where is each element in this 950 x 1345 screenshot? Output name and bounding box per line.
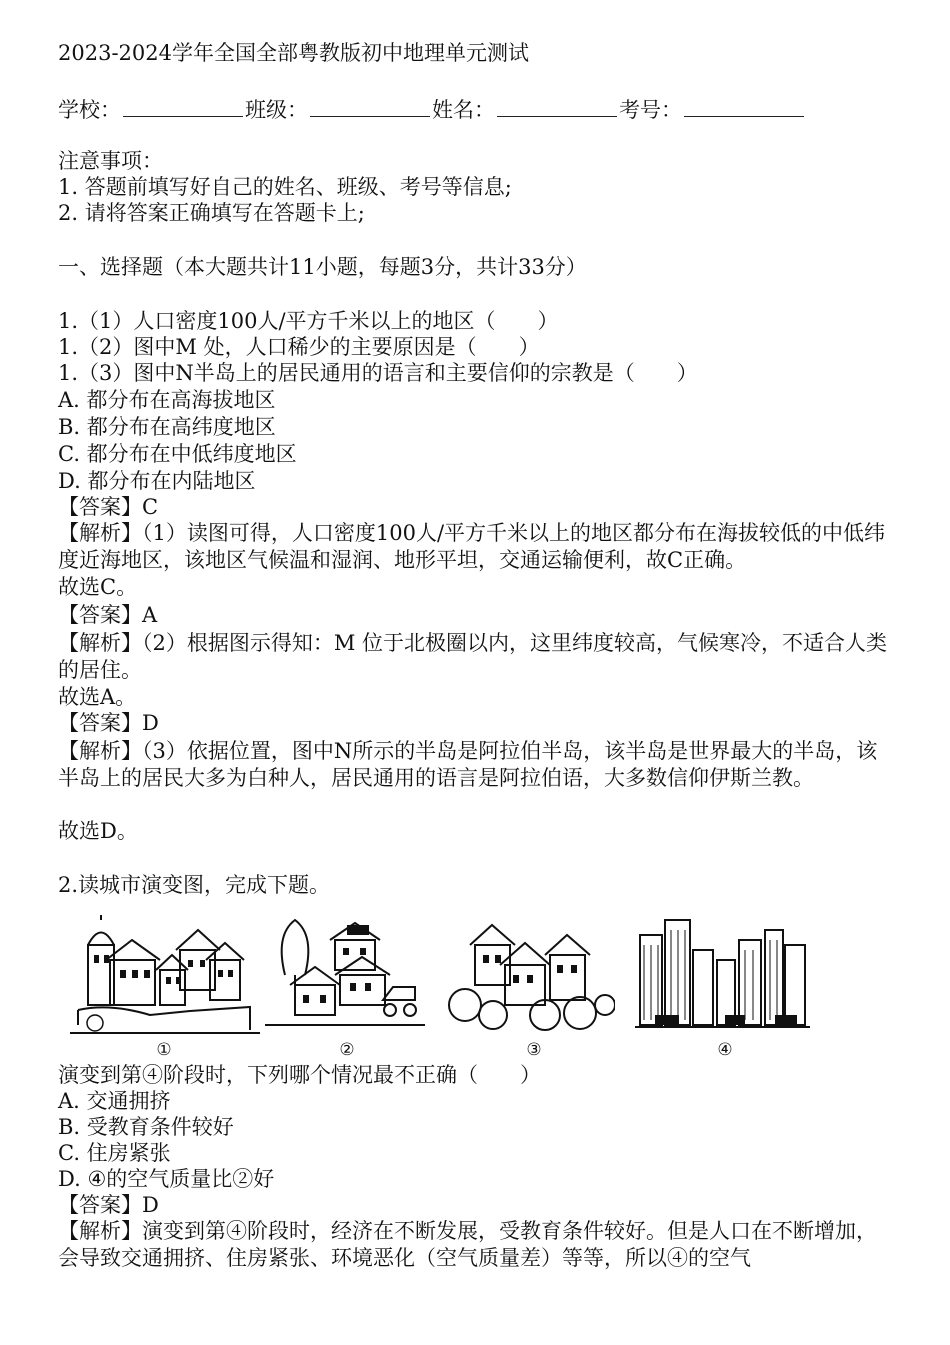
question-2: 演变到第④阶段时，下列哪个情况最不正确（ ）: [58, 1063, 541, 1087]
option-a: A. 交通拥挤: [58, 1089, 171, 1113]
figure-label: ④: [717, 1040, 733, 1060]
note-item: 1. 答题前填写好自己的姓名、班级、考号等信息;: [58, 175, 512, 199]
option-b: B. 都分布在高纬度地区: [58, 415, 276, 439]
selection-3: 故选D。: [58, 819, 138, 843]
name-blank[interactable]: [497, 96, 617, 117]
question-2-stem: 2.读城市演变图，完成下题。: [58, 873, 331, 897]
city-stage-1-figure: [70, 915, 260, 1040]
class-label: 班级：: [245, 98, 308, 122]
selection-2: 故选A。: [58, 685, 137, 709]
option-c: C. 住房紧张: [58, 1141, 171, 1165]
section-heading: 一、选择题（本大题共计11小题，每题3分，共计33分）: [58, 255, 587, 279]
figure-label: ③: [526, 1040, 542, 1060]
student-info-row: [58, 96, 806, 123]
name-label: 姓名：: [432, 98, 495, 122]
selection-1: 故选C。: [58, 575, 138, 599]
explanation-3: 【解析】（3）依据位置，图中N所示的半岛是阿拉伯半岛，该半岛是世界最大的半岛，该半岛上的居民大多为白种人，居民通用的语言是阿拉伯语，大多数信仰伊斯兰教。: [58, 739, 878, 790]
figure-label: ②: [339, 1040, 355, 1060]
question-1-2: 1.（2）图中M 处，人口稀少的主要原因是（ ）: [58, 335, 540, 359]
exam-no-blank[interactable]: [684, 96, 804, 117]
option-d: D. 都分布在内陆地区: [58, 469, 256, 493]
city-stage-3-figure: [445, 915, 615, 1040]
option-b: B. 受教育条件较好: [58, 1115, 234, 1139]
class-blank[interactable]: [310, 96, 430, 117]
note-item: 2. 请将答案正确填写在答题卡上;: [58, 201, 365, 225]
option-d: D. ④的空气质量比②好: [58, 1167, 275, 1191]
answer-q2: 【答案】D: [58, 1193, 159, 1217]
option-a: A. 都分布在高海拔地区: [58, 388, 276, 412]
school-label: 学校：: [58, 98, 121, 122]
question-1-1: 1.（1）人口密度100人/平方千米以上的地区（ ）: [58, 309, 559, 333]
answer-3: 【答案】D: [58, 711, 159, 735]
explanation-1: 【解析】（1）读图可得，人口密度100人/平方千米以上的地区都分布在海拔较低的中低纬度近海地区，该地区气候温和湿润、地形平坦，交通运输便利，故C正确。: [58, 521, 886, 572]
school-blank[interactable]: [123, 96, 243, 117]
page-title: 2023-2024学年全国全部粤教版初中地理单元测试: [58, 41, 529, 65]
figure-label: ①: [156, 1040, 172, 1060]
explanation-q2: 【解析】演变到第④阶段时，经济在不断发展，受教育条件较好。但是人口在不断增加，会导致交通拥挤、住房紧张、环境恶化（空气质量差）等等，所以④的空气: [58, 1219, 877, 1270]
answer-1: 【答案】C: [58, 495, 159, 519]
option-c: C. 都分布在中低纬度地区: [58, 442, 297, 466]
answer-2: 【答案】A: [58, 603, 158, 627]
explanation-2: 【解析】（2）根据图示得知：M 位于北极圈以内，这里纬度较高，气候寒冷，不适合人类的居住。: [58, 631, 888, 682]
city-stage-4-figure: [635, 915, 810, 1040]
notes-heading: 注意事项：: [58, 149, 163, 173]
question-1-3: 1.（3）图中N半岛上的居民通用的语言和主要信仰的宗教是（ ）: [58, 361, 698, 385]
exam-no-label: 考号：: [619, 98, 682, 122]
city-stage-2-figure: [265, 915, 425, 1040]
